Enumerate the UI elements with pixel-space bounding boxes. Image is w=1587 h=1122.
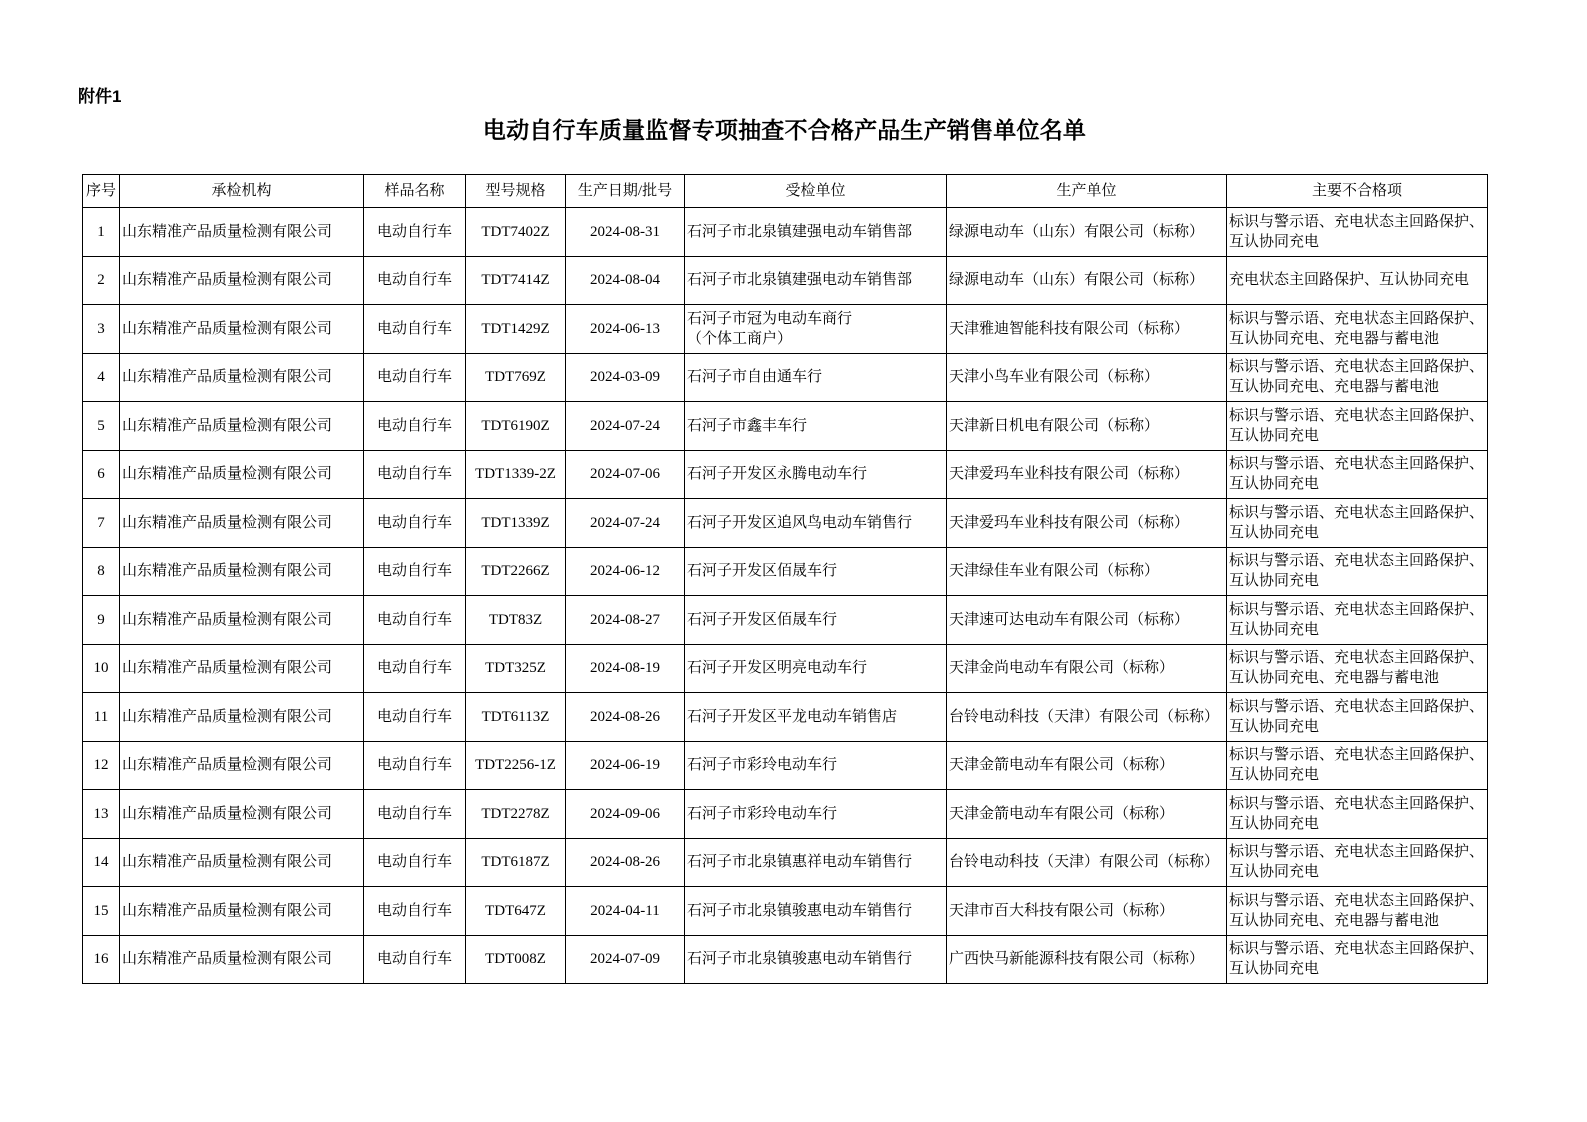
cell-model-spec: TDT83Z (466, 596, 566, 645)
cell-main-nonconformity: 充电状态主回路保护、互认协同充电 (1227, 256, 1488, 305)
column-header-manufacturer: 生产单位 (947, 175, 1227, 208)
cell-main-nonconformity: 标识与警示语、充电状态主回路保护、互认协同充电 (1227, 499, 1488, 548)
cell-inspected-unit: 石河子市北泉镇骏惠电动车销售行 (685, 887, 947, 936)
cell-model-spec: TDT647Z (466, 887, 566, 936)
cell-main-nonconformity: 标识与警示语、充电状态主回路保护、互认协同充电 (1227, 402, 1488, 451)
cell-sample-name: 电动自行车 (364, 644, 466, 693)
attachment-label: 附件1 (78, 87, 122, 106)
cell-sample-name: 电动自行车 (364, 790, 466, 839)
cell-serial-number: 5 (83, 402, 120, 451)
cell-production-date: 2024-08-27 (566, 596, 685, 645)
cell-sample-name: 电动自行车 (364, 353, 466, 402)
cell-manufacturer: 天津金箭电动车有限公司（标称） (947, 790, 1227, 839)
column-header-testing-agency: 承检机构 (120, 175, 364, 208)
cell-model-spec: TDT7402Z (466, 208, 566, 257)
table-row (83, 402, 1488, 451)
cell-inspected-unit: 石河子开发区明亮电动车行 (685, 644, 947, 693)
cell-manufacturer: 天津爱玛车业科技有限公司（标称） (947, 450, 1227, 499)
cell-main-nonconformity: 标识与警示语、充电状态主回路保护、互认协同充电、充电器与蓄电池 (1227, 305, 1488, 354)
cell-testing-agency: 山东精准产品质量检测有限公司 (120, 790, 364, 839)
cell-main-nonconformity: 标识与警示语、充电状态主回路保护、互认协同充电 (1227, 838, 1488, 887)
column-header-inspected-unit: 受检单位 (685, 175, 947, 208)
cell-production-date: 2024-07-06 (566, 450, 685, 499)
cell-manufacturer: 天津小鸟车业有限公司（标称） (947, 353, 1227, 402)
cell-sample-name: 电动自行车 (364, 935, 466, 984)
cell-inspected-unit: 石河子市冠为电动车商行 （个体工商户） (685, 305, 947, 354)
cell-manufacturer: 天津金箭电动车有限公司（标称） (947, 741, 1227, 790)
cell-production-date: 2024-03-09 (566, 353, 685, 402)
cell-inspected-unit: 石河子开发区佰晟车行 (685, 547, 947, 596)
cell-manufacturer: 绿源电动车（山东）有限公司（标称） (947, 256, 1227, 305)
cell-model-spec: TDT008Z (466, 935, 566, 984)
cell-serial-number: 7 (83, 499, 120, 548)
cell-testing-agency: 山东精准产品质量检测有限公司 (120, 547, 364, 596)
table-row (83, 256, 1488, 305)
cell-production-date: 2024-07-24 (566, 499, 685, 548)
cell-testing-agency: 山东精准产品质量检测有限公司 (120, 693, 364, 742)
document-title: 电动自行车质量监督专项抽查不合格产品生产销售单位名单 (482, 118, 1087, 143)
table-row (83, 208, 1488, 257)
column-header-serial-number: 序号 (83, 175, 120, 208)
column-header-model-spec: 型号规格 (466, 175, 566, 208)
cell-serial-number: 2 (83, 256, 120, 305)
cell-main-nonconformity: 标识与警示语、充电状态主回路保护、互认协同充电 (1227, 450, 1488, 499)
cell-production-date: 2024-07-24 (566, 402, 685, 451)
cell-production-date: 2024-06-12 (566, 547, 685, 596)
cell-inspected-unit: 石河子市鑫丰车行 (685, 402, 947, 451)
cell-model-spec: TDT769Z (466, 353, 566, 402)
cell-model-spec: TDT6190Z (466, 402, 566, 451)
cell-inspected-unit: 石河子市北泉镇惠祥电动车销售行 (685, 838, 947, 887)
cell-sample-name: 电动自行车 (364, 693, 466, 742)
cell-testing-agency: 山东精准产品质量检测有限公司 (120, 305, 364, 354)
cell-manufacturer: 天津金尚电动车有限公司（标称） (947, 644, 1227, 693)
cell-testing-agency: 山东精准产品质量检测有限公司 (120, 887, 364, 936)
cell-serial-number: 14 (83, 838, 120, 887)
table-row (83, 644, 1488, 693)
cell-model-spec: TDT6113Z (466, 693, 566, 742)
cell-sample-name: 电动自行车 (364, 450, 466, 499)
cell-serial-number: 15 (83, 887, 120, 936)
cell-production-date: 2024-04-11 (566, 887, 685, 936)
cell-inspected-unit: 石河子市北泉镇建强电动车销售部 (685, 208, 947, 257)
cell-testing-agency: 山东精准产品质量检测有限公司 (120, 644, 364, 693)
cell-sample-name: 电动自行车 (364, 547, 466, 596)
cell-sample-name: 电动自行车 (364, 402, 466, 451)
header-row (83, 175, 1488, 208)
cell-model-spec: TDT2278Z (466, 790, 566, 839)
nonconforming-products-table (82, 174, 1488, 984)
cell-sample-name: 电动自行车 (364, 208, 466, 257)
cell-sample-name: 电动自行车 (364, 887, 466, 936)
cell-production-date: 2024-09-06 (566, 790, 685, 839)
cell-model-spec: TDT2256-1Z (466, 741, 566, 790)
cell-manufacturer: 天津爱玛车业科技有限公司（标称） (947, 499, 1227, 548)
cell-model-spec: TDT1339Z (466, 499, 566, 548)
cell-serial-number: 1 (83, 208, 120, 257)
cell-main-nonconformity: 标识与警示语、充电状态主回路保护、互认协同充电 (1227, 935, 1488, 984)
cell-manufacturer: 天津市百大科技有限公司（标称） (947, 887, 1227, 936)
cell-serial-number: 16 (83, 935, 120, 984)
cell-sample-name: 电动自行车 (364, 305, 466, 354)
cell-testing-agency: 山东精准产品质量检测有限公司 (120, 450, 364, 499)
cell-production-date: 2024-08-04 (566, 256, 685, 305)
cell-testing-agency: 山东精准产品质量检测有限公司 (120, 402, 364, 451)
cell-production-date: 2024-08-31 (566, 208, 685, 257)
cell-sample-name: 电动自行车 (364, 499, 466, 548)
cell-inspected-unit: 石河子开发区佰晟车行 (685, 596, 947, 645)
cell-serial-number: 13 (83, 790, 120, 839)
cell-testing-agency: 山东精准产品质量检测有限公司 (120, 741, 364, 790)
cell-inspected-unit: 石河子市北泉镇骏惠电动车销售行 (685, 935, 947, 984)
cell-model-spec: TDT7414Z (466, 256, 566, 305)
cell-testing-agency: 山东精准产品质量检测有限公司 (120, 838, 364, 887)
cell-serial-number: 12 (83, 741, 120, 790)
cell-main-nonconformity: 标识与警示语、充电状态主回路保护、互认协同充电 (1227, 790, 1488, 839)
cell-sample-name: 电动自行车 (364, 741, 466, 790)
cell-testing-agency: 山东精准产品质量检测有限公司 (120, 208, 364, 257)
cell-model-spec: TDT325Z (466, 644, 566, 693)
cell-serial-number: 6 (83, 450, 120, 499)
cell-manufacturer: 天津速可达电动车有限公司（标称） (947, 596, 1227, 645)
cell-main-nonconformity: 标识与警示语、充电状态主回路保护、互认协同充电 (1227, 741, 1488, 790)
cell-testing-agency: 山东精准产品质量检测有限公司 (120, 499, 364, 548)
cell-model-spec: TDT1429Z (466, 305, 566, 354)
cell-serial-number: 4 (83, 353, 120, 402)
cell-testing-agency: 山东精准产品质量检测有限公司 (120, 256, 364, 305)
table-row (83, 838, 1488, 887)
column-header-production-date: 生产日期/批号 (566, 175, 685, 208)
table-row (83, 450, 1488, 499)
cell-inspected-unit: 石河子开发区平龙电动车销售店 (685, 693, 947, 742)
cell-main-nonconformity: 标识与警示语、充电状态主回路保护、互认协同充电、充电器与蓄电池 (1227, 644, 1488, 693)
cell-production-date: 2024-08-19 (566, 644, 685, 693)
cell-main-nonconformity: 标识与警示语、充电状态主回路保护、互认协同充电 (1227, 547, 1488, 596)
cell-manufacturer: 绿源电动车（山东）有限公司（标称） (947, 208, 1227, 257)
table-row (83, 305, 1488, 354)
cell-main-nonconformity: 标识与警示语、充电状态主回路保护、互认协同充电 (1227, 208, 1488, 257)
cell-testing-agency: 山东精准产品质量检测有限公司 (120, 935, 364, 984)
cell-main-nonconformity: 标识与警示语、充电状态主回路保护、互认协同充电 (1227, 693, 1488, 742)
cell-main-nonconformity: 标识与警示语、充电状态主回路保护、互认协同充电、充电器与蓄电池 (1227, 887, 1488, 936)
cell-testing-agency: 山东精准产品质量检测有限公司 (120, 353, 364, 402)
cell-production-date: 2024-06-13 (566, 305, 685, 354)
cell-manufacturer: 天津雅迪智能科技有限公司（标称） (947, 305, 1227, 354)
table-row (83, 499, 1488, 548)
cell-production-date: 2024-06-19 (566, 741, 685, 790)
cell-sample-name: 电动自行车 (364, 596, 466, 645)
cell-inspected-unit: 石河子市彩玲电动车行 (685, 741, 947, 790)
cell-inspected-unit: 石河子市自由通车行 (685, 353, 947, 402)
cell-production-date: 2024-07-09 (566, 935, 685, 984)
cell-manufacturer: 广西快马新能源科技有限公司（标称） (947, 935, 1227, 984)
cell-manufacturer: 台铃电动科技（天津）有限公司（标称） (947, 838, 1227, 887)
cell-serial-number: 8 (83, 547, 120, 596)
cell-main-nonconformity: 标识与警示语、充电状态主回路保护、互认协同充电 (1227, 596, 1488, 645)
cell-serial-number: 10 (83, 644, 120, 693)
cell-inspected-unit: 石河子市北泉镇建强电动车销售部 (685, 256, 947, 305)
cell-manufacturer: 天津新日机电有限公司（标称） (947, 402, 1227, 451)
cell-serial-number: 9 (83, 596, 120, 645)
cell-sample-name: 电动自行车 (364, 256, 466, 305)
table-row (83, 547, 1488, 596)
table-row (83, 887, 1488, 936)
cell-sample-name: 电动自行车 (364, 838, 466, 887)
table-row (83, 935, 1488, 984)
cell-inspected-unit: 石河子开发区追风鸟电动车销售行 (685, 499, 947, 548)
cell-production-date: 2024-08-26 (566, 693, 685, 742)
cell-inspected-unit: 石河子开发区永腾电动车行 (685, 450, 947, 499)
cell-serial-number: 3 (83, 305, 120, 354)
table-row (83, 790, 1488, 839)
table-row (83, 596, 1488, 645)
cell-testing-agency: 山东精准产品质量检测有限公司 (120, 596, 364, 645)
table-row (83, 693, 1488, 742)
column-header-sample-name: 样品名称 (364, 175, 466, 208)
table-row (83, 741, 1488, 790)
cell-serial-number: 11 (83, 693, 120, 742)
table-body (83, 208, 1488, 984)
cell-model-spec: TDT1339-2Z (466, 450, 566, 499)
table-row (83, 353, 1488, 402)
cell-model-spec: TDT2266Z (466, 547, 566, 596)
cell-inspected-unit: 石河子市彩玲电动车行 (685, 790, 947, 839)
cell-main-nonconformity: 标识与警示语、充电状态主回路保护、互认协同充电、充电器与蓄电池 (1227, 353, 1488, 402)
cell-production-date: 2024-08-26 (566, 838, 685, 887)
cell-model-spec: TDT6187Z (466, 838, 566, 887)
column-header-main-nonconformity: 主要不合格项 (1227, 175, 1488, 208)
cell-manufacturer: 天津绿佳车业有限公司（标称） (947, 547, 1227, 596)
cell-manufacturer: 台铃电动科技（天津）有限公司（标称） (947, 693, 1227, 742)
